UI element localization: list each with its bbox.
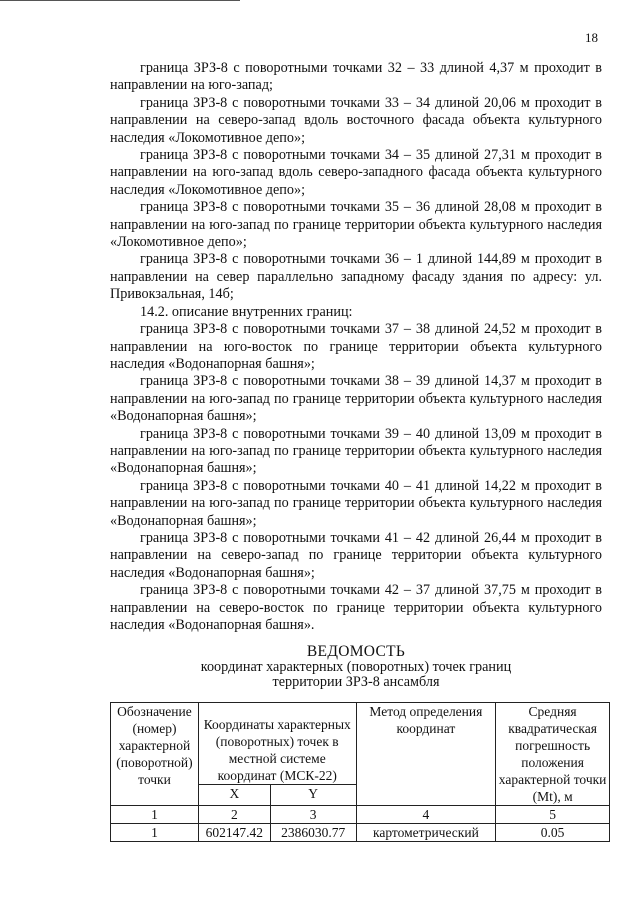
paragraph: граница ЗРЗ-8 с поворотными точками 41 – 42 длиной 26,44 м проходит в направлении на северо-запад по границе территории объекта культурного наследия «Водонапорная башня»; — [110, 529, 602, 581]
header-x: X — [198, 784, 270, 805]
paragraph: граница ЗРЗ-8 с поворотными точками 32 – 33 длиной 4,37 м проходит в направлении на юго-запад; — [110, 60, 602, 94]
cell-error: 0.05 — [496, 824, 610, 842]
header-method: Метод определения координат — [356, 703, 496, 806]
paragraph: граница ЗРЗ-8 с поворотными точками 36 – 1 длиной 144,89 м проходит в направлении на север параллельно западному фасаду здания по адресу: ул. Привокзальная, 14б; — [110, 251, 602, 303]
paragraph: граница ЗРЗ-8 с поворотными точками 33 – 34 длиной 20,06 м проходит в направлении на северо-запад вдоль восточного фасада объекта культурного наследия «Локомотивное депо»; — [110, 94, 602, 146]
table-header-row — [111, 703, 610, 785]
header-y: Y — [270, 784, 356, 805]
header-designation: Обозначение (номер) характерной (поворотной) точки — [111, 703, 199, 806]
page-number: 18 — [585, 30, 598, 45]
paragraph: граница ЗРЗ-8 с поворотными точками 39 – 40 длиной 13,09 м проходит в направлении на юго-запад по границе территории объекта культурного наследия «Водонапорная башня»; — [110, 425, 602, 477]
paragraph: граница ЗРЗ-8 с поворотными точками 37 – 38 длиной 24,52 м проходит в направлении на юго-восток по границе территории объекта культурного наследия «Водонапорная башня»; — [110, 321, 602, 372]
column-number: 5 — [496, 806, 610, 824]
document-body — [110, 60, 602, 634]
paragraph: граница ЗРЗ-8 с поворотными точками 35 – 36 длиной 28,08 м проходит в направлении на юго-запад по границе территории объекта культурного наследия «Локомотивное депо»; — [110, 199, 602, 251]
table-title-line: координат характерных (поворотных) точек границ — [200, 659, 512, 675]
paragraph: граница ЗРЗ-8 с поворотными точками 34 – 35 длиной 27,31 м проходит в направлении на юго-запад вдоль северо-западного фасада объекта культурного наследия «Локомотивное депо»; — [110, 147, 602, 198]
coordinates-table — [110, 702, 610, 842]
table-numbering-row — [111, 806, 610, 824]
column-number: 3 — [270, 806, 356, 824]
section-heading: 14.2. описание внутренних границ: — [140, 303, 353, 320]
paragraph: граница ЗРЗ-8 с поворотными точками 42 – 37 длиной 37,75 м проходит в направлении на северо-восток по границе территории объекта культурного наследия «Водонапорная башня». — [110, 582, 602, 633]
cell-y: 2386030.77 — [270, 824, 356, 842]
cell-method: картометрический — [356, 824, 496, 842]
table-title-main: ВЕДОМОСТЬ — [306, 643, 406, 660]
table-title-line: территории ЗРЗ-8 ансамбля — [272, 674, 440, 690]
header-error: Средняя квадратическая погрешность положения характерной точки (Mt), м — [496, 703, 610, 806]
column-number: 1 — [111, 806, 199, 824]
column-number: 4 — [356, 806, 496, 824]
top-rule — [0, 0, 240, 1]
column-number: 2 — [198, 806, 270, 824]
paragraph: граница ЗРЗ-8 с поворотными точками 38 – 39 длиной 14,37 м проходит в направлении на юго-запад по границе территории объекта культурного наследия «Водонапорная башня»; — [110, 373, 602, 425]
table-title — [110, 643, 602, 690]
table-row — [111, 824, 610, 842]
paragraph: граница ЗРЗ-8 с поворотными точками 40 – 41 длиной 14,22 м проходит в направлении на юго-запад по границе территории объекта культурного наследия «Водонапорная башня»; — [110, 477, 602, 529]
cell-x: 602147.42 — [198, 824, 270, 842]
header-coordinates: Координаты характерных (поворотных) точек в местной системе координат (МСК-22) — [198, 703, 356, 785]
cell-point: 1 — [111, 824, 199, 842]
